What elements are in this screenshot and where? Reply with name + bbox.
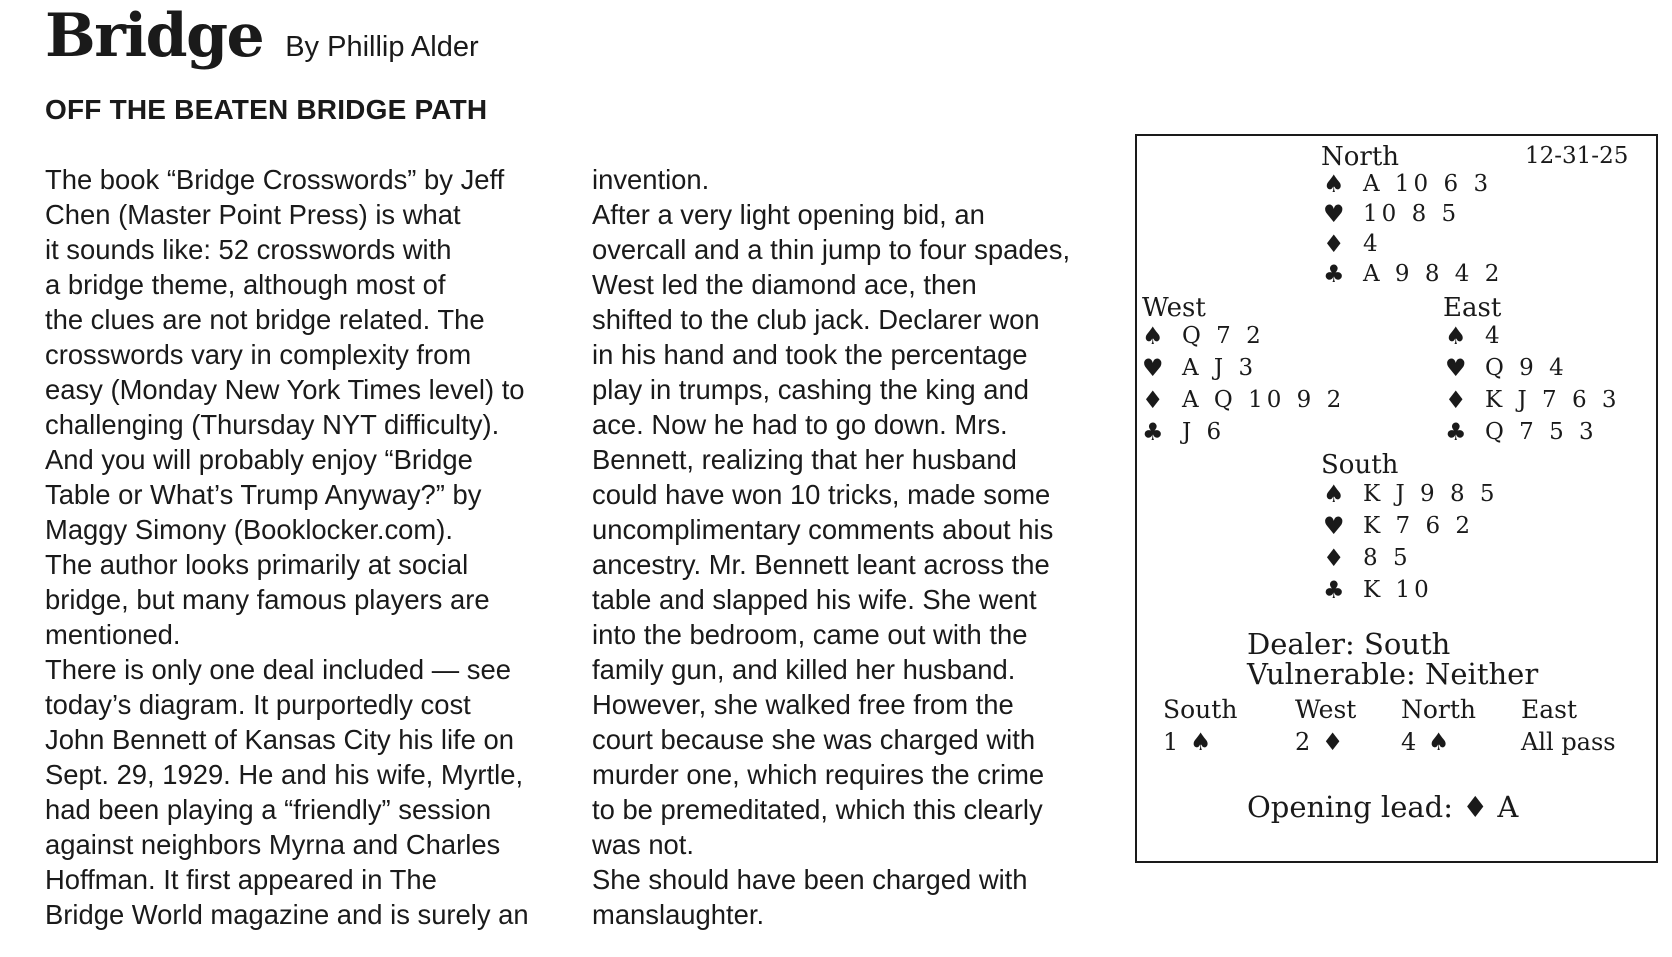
article-line: John Bennett of Kansas City his life on [45, 724, 514, 755]
east-diamonds: K J 7 6 3 [1485, 386, 1621, 413]
article-line: challenging (Thursday NYT difficulty). [45, 409, 500, 440]
east-hearts-row [1445, 356, 1568, 380]
article-line: easy (Monday New York Times level) to [45, 374, 525, 405]
article-line: The author looks primarily at social [45, 549, 469, 580]
article-line: However, she walked free from the [592, 689, 1014, 720]
article-line: Bennett, realizing that her husband [592, 444, 1017, 475]
south-hearts: K 7 6 2 [1363, 512, 1475, 539]
article-line: manslaughter. [592, 899, 765, 930]
article-line: invention. [592, 164, 710, 195]
article-line: could have won 10 tricks, made some [592, 479, 1051, 510]
south-spades-row [1323, 482, 1499, 506]
east-clubs-row [1445, 420, 1598, 444]
article-line: to be premeditated, which this clearly [592, 794, 1043, 825]
column-name: Bridge [45, 1, 264, 71]
diamond-icon: ♦ [1323, 230, 1345, 258]
article-line: ace. Now he had to go down. Mrs. [592, 409, 1008, 440]
article-line: crosswords vary in complexity from [45, 339, 472, 370]
article-line: She should have been charged with [592, 864, 1028, 895]
diamond-icon: ♦ [1142, 386, 1164, 414]
north-clubs: A 9 8 4 2 [1363, 260, 1504, 287]
article-line: today’s diagram. It purportedly cost [45, 689, 471, 720]
spade-icon: ♠ [1323, 170, 1345, 198]
spade-icon: ♠ [1445, 322, 1467, 350]
article-line: uncomplimentary comments about his [592, 514, 1054, 545]
club-icon: ♣ [1323, 576, 1345, 604]
article-column-1 [45, 162, 565, 932]
south-label: South [1321, 450, 1399, 480]
north-clubs-row [1323, 262, 1503, 286]
article-line: a bridge theme, although most of [45, 269, 446, 300]
diagram-date: 12-31-25 [1525, 143, 1629, 169]
article-column-2 [592, 162, 1122, 932]
article-line: West led the diamond ace, then [592, 269, 977, 300]
auction-header-north: North [1401, 695, 1477, 724]
article-line: table and slapped his wife. She went [592, 584, 1037, 615]
auction-header-south: South [1163, 695, 1238, 724]
headline: OFF THE BEATEN BRIDGE PATH [45, 94, 488, 125]
north-diamonds: 4 [1363, 230, 1382, 257]
article-line: Maggy Simony (Booklocker.com). [45, 514, 453, 545]
article-line: Sept. 29, 1929. He and his wife, Myrtle, [45, 759, 524, 790]
south-clubs: K 10 [1363, 576, 1433, 603]
north-spades-row [1323, 172, 1492, 196]
article-line: the clues are not bridge related. The [45, 304, 485, 335]
east-diamonds-row [1445, 388, 1621, 412]
article-line: And you will probably enjoy “Bridge [45, 444, 473, 475]
article-line: was not. [592, 829, 695, 860]
south-diamonds-row [1323, 546, 1412, 570]
north-hearts-row [1323, 202, 1460, 226]
article-line: court because she was charged with [592, 724, 1036, 755]
auction-call-east: All pass [1521, 728, 1616, 756]
heart-icon: ♥ [1142, 354, 1164, 382]
diamond-icon: ♦ [1445, 386, 1467, 414]
spade-icon: ♠ [1142, 322, 1164, 350]
auction-call-south: 1 ♠ [1163, 728, 1214, 756]
article-line: Chen (Master Point Press) is what [45, 199, 461, 230]
article-line: shifted to the club jack. Declarer won [592, 304, 1040, 335]
masthead [45, 1, 479, 71]
south-clubs-row [1323, 578, 1433, 602]
article-line: bridge, but many famous players are [45, 584, 490, 615]
article-line: play in trumps, cashing the king and [592, 374, 1029, 405]
club-icon: ♣ [1445, 418, 1467, 446]
article-line: into the bedroom, came out with the [592, 619, 1028, 650]
heart-icon: ♥ [1323, 200, 1345, 228]
auction-header-east: East [1521, 695, 1578, 724]
article-line: it sounds like: 52 crosswords with [45, 234, 452, 265]
byline: By Phillip Alder [285, 31, 479, 63]
east-hearts: Q 9 4 [1485, 354, 1568, 381]
article-line: The book “Bridge Crosswords” by Jeff [45, 164, 505, 195]
article-line: Table or What’s Trump Anyway?” by [45, 479, 482, 510]
west-diamonds: A Q 10 9 2 [1182, 386, 1346, 413]
west-spades: Q 7 2 [1182, 322, 1265, 349]
article-line: ancestry. Mr. Bennett leant across the [592, 549, 1050, 580]
auction-call-north: 4 ♠ [1401, 728, 1452, 756]
west-spades-row [1142, 324, 1265, 348]
article-line: After a very light opening bid, an [592, 199, 985, 230]
north-diamonds-row [1323, 232, 1382, 256]
west-hearts-row [1142, 356, 1257, 380]
club-icon: ♣ [1323, 260, 1345, 288]
article-line: Bridge World magazine and is surely an [45, 899, 529, 930]
article-line: There is only one deal included — see [45, 654, 511, 685]
east-spades-row [1445, 324, 1504, 348]
east-spades: 4 [1485, 322, 1504, 349]
north-spades: A 10 6 3 [1363, 170, 1493, 197]
article-line: in his hand and took the percentage [592, 339, 1028, 370]
club-icon: ♣ [1142, 418, 1164, 446]
spade-icon: ♠ [1323, 480, 1345, 508]
south-diamonds: 8 5 [1363, 544, 1412, 571]
article-line: against neighbors Myrna and Charles [45, 829, 501, 860]
north-hearts: 10 8 5 [1363, 200, 1461, 227]
heart-icon: ♥ [1445, 354, 1467, 382]
article-line: mentioned. [45, 619, 181, 650]
south-spades: K J 9 8 5 [1363, 480, 1499, 507]
vulnerable-line: Vulnerable: Neither [1247, 657, 1539, 691]
west-clubs-row [1142, 420, 1225, 444]
west-clubs: J 6 [1182, 418, 1226, 445]
dealer-line: Dealer: South [1247, 627, 1451, 661]
north-label: North [1321, 142, 1400, 172]
article-line: murder one, which requires the crime [592, 759, 1045, 790]
east-clubs: Q 7 5 3 [1485, 418, 1598, 445]
west-diamonds-row [1142, 388, 1345, 412]
west-label: West [1142, 293, 1206, 323]
article-line: had been playing a “friendly” session [45, 794, 492, 825]
diamond-icon: ♦ [1323, 544, 1345, 572]
west-hearts: A J 3 [1182, 354, 1258, 381]
article-line: overcall and a thin jump to four spades, [592, 234, 1071, 265]
article-line: Hoffman. It first appeared in The [45, 864, 437, 895]
bridge-diagram [1135, 134, 1658, 863]
article-line: family gun, and killed her husband. [592, 654, 1016, 685]
heart-icon: ♥ [1323, 512, 1345, 540]
auction-call-west: 2 ♦ [1295, 728, 1346, 756]
south-hearts-row [1323, 514, 1474, 538]
opening-lead: Opening lead: ♦ A [1247, 790, 1519, 824]
east-label: East [1443, 293, 1502, 323]
auction-header-west: West [1295, 695, 1357, 724]
